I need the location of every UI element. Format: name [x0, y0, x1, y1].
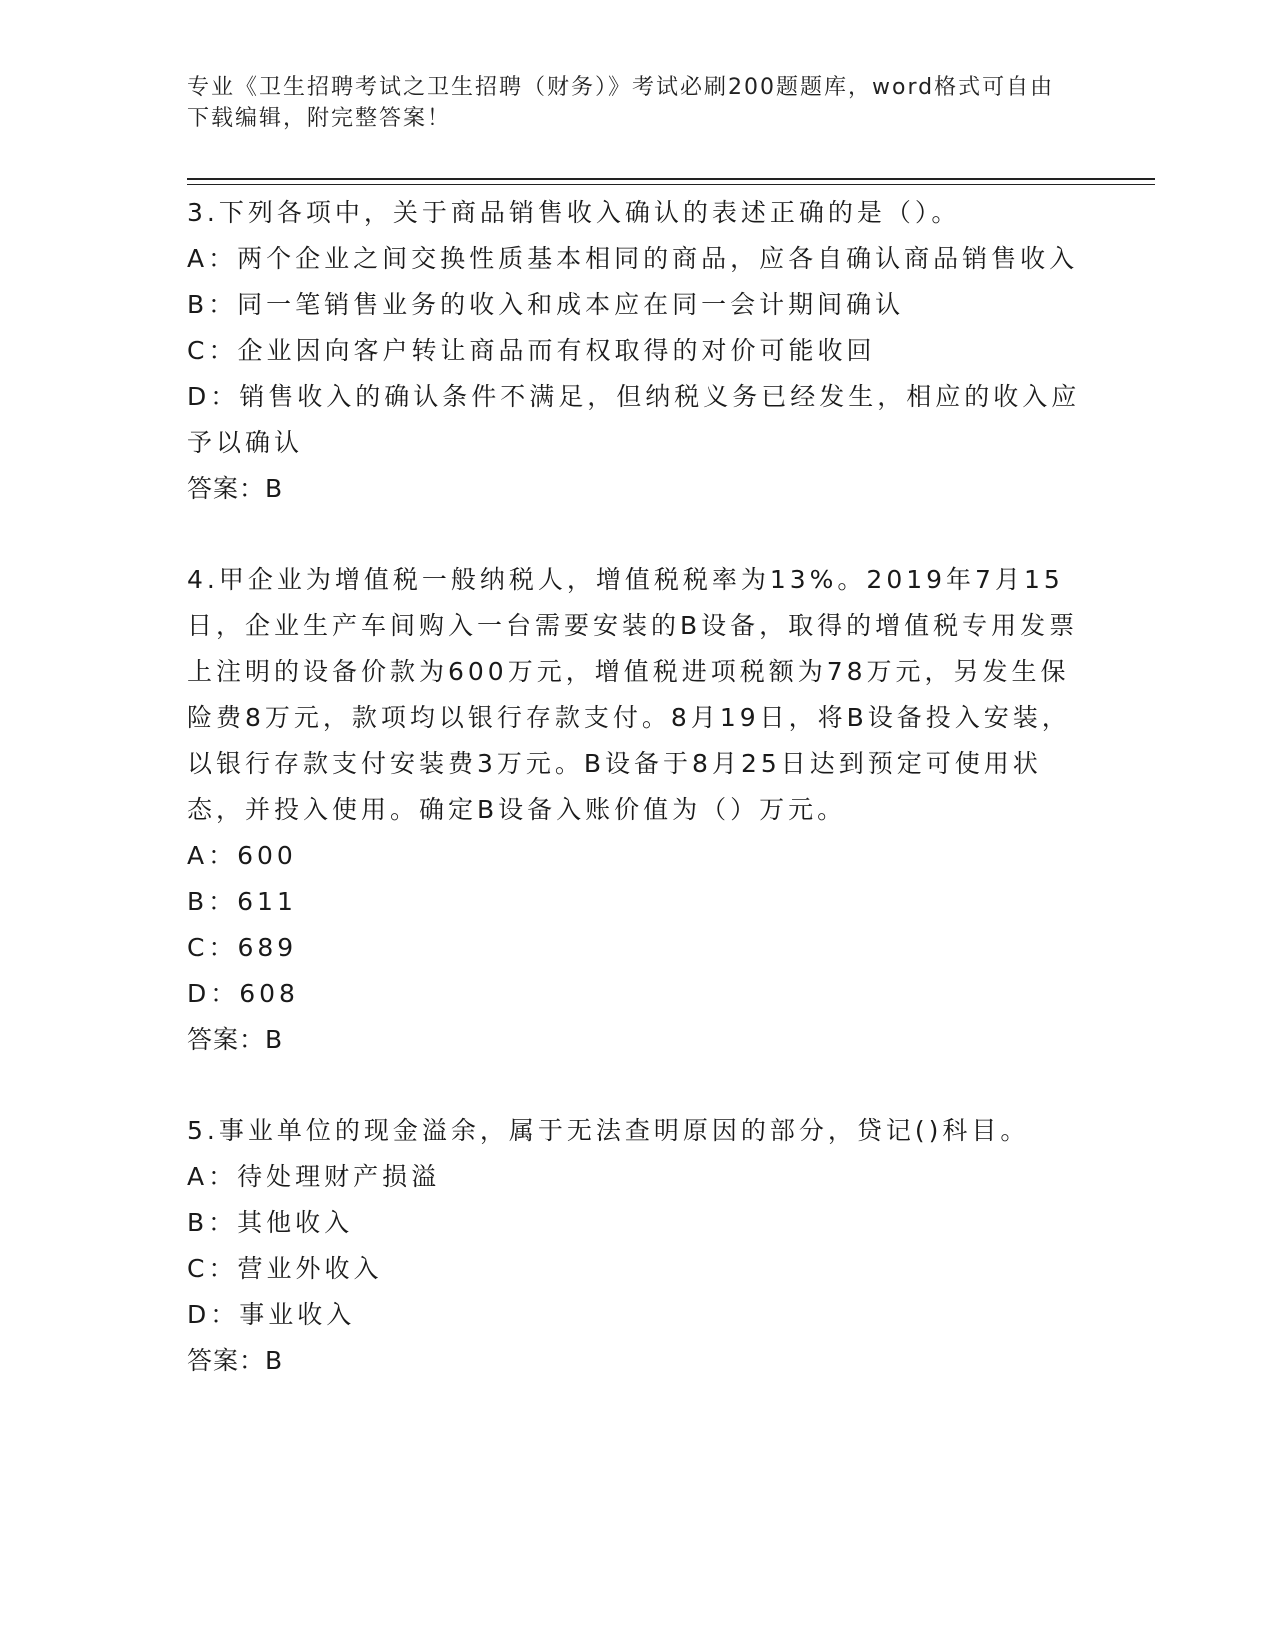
question-3	[187, 190, 1087, 512]
question-list	[187, 190, 1087, 1384]
question-5	[187, 1108, 1087, 1384]
option-a: A：待处理财产损溢	[187, 1162, 441, 1191]
question-spacer	[187, 1063, 1087, 1108]
answer-line: 答案：B	[187, 1346, 284, 1375]
option-c: C：689	[187, 933, 298, 962]
header-divider-thin	[187, 184, 1155, 185]
option-b: B：同一笔销售业务的收入和成本应在同一会计期间确认	[187, 290, 905, 319]
document-header: 专业《卫生招聘考试之卫生招聘（财务）》考试必刷200题题库，word格式可自由下载编辑，附完整答案！	[187, 75, 1055, 131]
option-c: C：企业因向客户转让商品而有权取得的对价可能收回	[187, 336, 876, 365]
question-spacer	[187, 512, 1087, 557]
answer-line: 答案：B	[187, 1025, 284, 1054]
option-b: B：其他收入	[187, 1208, 354, 1237]
option-a: A：两个企业之间交换性质基本相同的商品，应各自确认商品销售收入	[187, 244, 1079, 273]
answer-line: 答案：B	[187, 474, 284, 503]
question-text: 3.下列各项中，关于商品销售收入确认的表述正确的是（）。	[187, 198, 961, 227]
question-text: 4.甲企业为增值税一般纳税人，增值税税率为13%。2019年7月15日，企业生产车间购入一台需要安装的B设备，取得的增值税专用发票上注明的设备价款为600万元，增值税进项税额为78万元，另发生保险费8万元，款项均以银行存款支付。8月19日，将B设备投入安装，以银行存款支付安装费3万元。B设备于8月25日达到预定可使用状态，并投入使用。确定B设备入账价值为（）万元。	[187, 565, 1079, 824]
option-c: C：营业外收入	[187, 1254, 383, 1283]
option-d: D：608	[187, 979, 299, 1008]
option-b: B：611	[187, 887, 297, 916]
option-d: D：销售收入的确认条件不满足，但纳税义务已经发生，相应的收入应予以确认	[187, 382, 1081, 457]
option-d: D：事业收入	[187, 1300, 356, 1329]
question-4	[187, 557, 1087, 1063]
question-text: 5.事业单位的现金溢余，属于无法查明原因的部分，贷记()科目。	[187, 1116, 1030, 1145]
option-a: A：600	[187, 841, 297, 870]
header-divider	[187, 178, 1155, 180]
